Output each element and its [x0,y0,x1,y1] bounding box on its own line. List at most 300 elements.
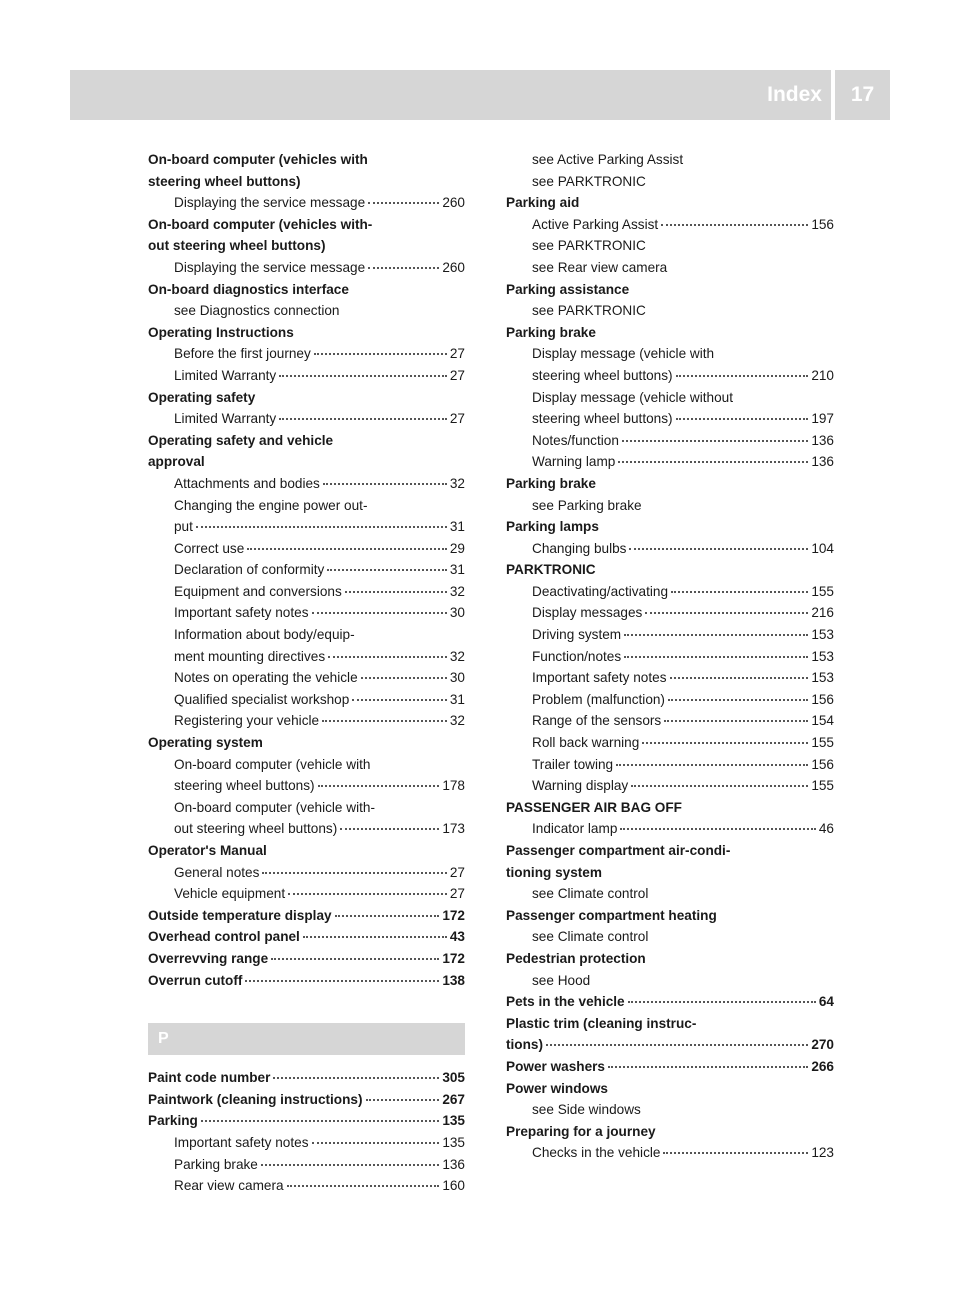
entry-row [532,451,834,473]
entry-text: On-board computer (vehicle with- [174,799,375,815]
entry-text: Declaration of conformity [174,562,325,578]
dot-leader [279,375,447,377]
index-subentry [148,343,465,365]
entry-text: PARKTRONIC [506,562,596,578]
entry-text: see Climate control [532,929,649,945]
index-entry [506,516,834,538]
entry-row [148,1110,465,1132]
entry-page: 270 [811,1037,834,1053]
dot-leader [618,461,808,463]
entry-text: Trailer towing [532,756,614,772]
dot-leader [247,548,447,550]
entry-page: 32 [449,583,465,599]
dot-leader [368,267,439,269]
dot-leader [668,699,808,701]
entry-page: 43 [449,929,465,945]
index-subentry [506,710,834,732]
index-subentry [148,257,465,279]
entry-row [506,991,834,1013]
entry-row [506,1034,834,1056]
entry-text: Parking brake [174,1156,258,1172]
entry-text: Operator's Manual [148,843,267,858]
entry-row [532,775,834,797]
index-subentry [148,754,465,797]
index-entry [506,797,834,819]
dot-leader [303,936,447,938]
entry-page: 155 [811,735,834,751]
entry-row [174,257,465,279]
entry-text: Information about body/equip- [174,627,355,643]
index-column-right [506,149,834,1164]
index-entry [506,991,834,1013]
entry-row [174,883,465,905]
entry-text: Overrun cutoff [148,972,243,988]
dot-leader [620,828,815,830]
entry-text: Display message (vehicle without [532,389,733,405]
entry-text: Deactivating/activating [532,583,669,599]
index-subentry [148,1154,465,1176]
entry-row [532,1142,834,1164]
entry-text: PASSENGER AIR BAG OFF [506,799,682,815]
dot-leader [262,872,446,874]
entry-text: Changing bulbs [532,540,627,556]
index-subentry [506,602,834,624]
entry-row [532,646,834,668]
dot-leader [631,785,808,787]
dot-leader [366,1099,440,1101]
entry-row [174,365,465,387]
entry-row [148,905,465,927]
entry-text: Registering your vehicle [174,713,320,729]
dot-leader [616,764,808,766]
dot-leader [318,785,440,787]
dot-leader [312,1142,440,1144]
entry-text: see Hood [532,972,591,988]
index-entry [506,1121,834,1143]
entry-text: Vehicle equipment [174,886,286,902]
entries-o [148,149,465,991]
entry-page: 153 [811,670,834,686]
index-entry [506,279,834,301]
entry-row [532,365,834,387]
index-subentry [506,581,834,603]
entry-text: Operating system [148,735,263,751]
entry-text: Operating safety [148,389,256,405]
index-entry [148,970,465,992]
index-subentry [506,970,834,992]
entry-text: Power washers [506,1058,605,1074]
index-subentry [148,689,465,711]
entry-text: see Parking brake [532,497,642,513]
index-subentry [148,710,465,732]
entry-text: steering wheel buttons) [174,778,315,794]
entry-row [174,775,465,797]
entry-page: 27 [449,886,465,902]
dot-leader [629,548,808,550]
dot-leader [676,375,809,377]
entry-page: 136 [442,1156,465,1172]
dot-leader [642,742,808,744]
entry-page: 31 [449,519,465,535]
entry-text: Paint code number [148,1070,271,1086]
index-subentry [506,387,834,430]
entry-row [174,1154,465,1176]
entry-row [174,602,465,624]
entry-text: Parking lamps [506,519,599,535]
dot-leader [273,1077,439,1079]
entry-row [174,473,465,495]
index-entry [148,279,465,301]
index-subentry [148,1175,465,1197]
entry-page: 136 [811,454,834,470]
entry-page: 32 [449,648,465,664]
dot-leader [368,202,439,204]
entry-row [148,1067,465,1089]
entry-text: Notes on operating the vehicle [174,670,358,686]
entry-row [532,430,834,452]
index-subentry [506,343,834,386]
entry-text: Parking brake [506,475,596,491]
entry-page: 153 [811,648,834,664]
entries-p [148,1067,465,1197]
index-column-left [148,149,465,1197]
entry-text: out steering wheel buttons) [148,238,326,254]
entry-row [532,689,834,711]
entry-row [174,408,465,430]
index-subentry [506,624,834,646]
entry-text: Preparing for a journey [506,1123,656,1139]
entry-row [148,970,465,992]
index-subentry [148,365,465,387]
entry-text: steering wheel buttons) [532,367,673,383]
entry-row [174,559,465,581]
index-subentry [506,235,834,257]
dot-leader [671,591,808,593]
entry-text: Outside temperature display [148,907,332,923]
entry-page: 138 [442,972,465,988]
letter-heading: P [148,1023,465,1055]
dot-leader [670,677,809,679]
entry-row [174,646,465,668]
index-subentry [506,171,834,193]
index-subentry [506,451,834,473]
entry-text: Range of the sensors [532,713,662,729]
dot-leader [328,656,447,658]
dot-leader [322,720,447,722]
index-entry [506,473,834,495]
dot-leader [312,612,447,614]
entry-text: Important safety notes [174,1134,309,1150]
index-entry [148,840,465,862]
index-entry [148,322,465,344]
index-entry [148,732,465,754]
entry-row [532,667,834,689]
index-subentry [506,926,834,948]
index-entry [506,1013,834,1056]
entry-page: 30 [449,670,465,686]
entry-text: Function/notes [532,648,622,664]
entry-page: 155 [811,778,834,794]
index-entry [506,905,834,927]
entry-text: Pedestrian protection [506,950,646,966]
entry-text: Passenger compartment air-condi- [506,843,731,858]
entry-text: tions) [506,1037,543,1053]
entry-text: Correct use [174,540,245,556]
dot-leader [352,699,447,701]
entry-page: 156 [811,756,834,772]
entry-row [148,926,465,948]
entry-row [174,818,465,840]
index-subentry [148,538,465,560]
entry-page: 27 [449,346,465,362]
dot-leader [245,980,439,982]
entry-text: Limited Warranty [174,411,277,427]
entry-page: 156 [811,216,834,232]
index-entry [148,926,465,948]
entry-text: Displaying the service message [174,259,366,275]
index-entry [506,1056,834,1078]
entry-row [532,581,834,603]
index-subentry [148,581,465,603]
entry-text: Before the first journey [174,346,311,362]
entry-page: 197 [811,411,834,427]
dot-leader [361,677,447,679]
entry-page: 27 [449,411,465,427]
entry-row [532,624,834,646]
entry-page: 27 [449,367,465,383]
dot-leader [340,828,439,830]
entry-text: Overhead control panel [148,929,300,945]
index-entry [506,559,834,581]
entry-page: 172 [442,950,465,966]
entry-row [532,754,834,776]
entry-row [532,602,834,624]
entry-text: Operating safety and vehicle [148,432,334,448]
entry-page: 136 [811,432,834,448]
dot-leader [279,418,447,420]
entry-text: Limited Warranty [174,367,277,383]
entries-p-continued [506,149,834,1164]
entry-page: 31 [449,562,465,578]
entry-page: 29 [449,540,465,556]
entry-text: ment mounting directives [174,648,326,664]
entry-text: Plastic trim (cleaning instruc- [506,1015,697,1031]
index-subentry [506,149,834,171]
entry-row [532,818,834,840]
entry-text: Power windows [506,1080,608,1096]
index-subentry [148,1132,465,1154]
entry-text: On-board diagnostics interface [148,281,349,297]
entry-row [532,710,834,732]
index-subentry [506,257,834,279]
entry-page: 155 [811,583,834,599]
entry-text: Warning lamp [532,454,616,470]
entry-row [174,581,465,603]
entry-text: Attachments and bodies [174,475,320,491]
entry-text: Displaying the service message [174,195,366,211]
index-subentry [506,646,834,668]
index-subentry [506,1142,834,1164]
entry-page: 172 [442,907,465,923]
dot-leader [624,634,808,636]
entry-row [174,1175,465,1197]
entry-text: Indicator lamp [532,821,618,837]
entry-page: 64 [818,994,834,1010]
entry-page: 135 [442,1113,465,1129]
entry-text: Important safety notes [174,605,309,621]
index-subentry [148,602,465,624]
entry-page: 260 [442,259,465,275]
dot-leader [608,1066,808,1068]
entry-text: Display message (vehicle with [532,346,715,362]
entry-text: Parking assistance [506,281,630,297]
entry-row [174,192,465,214]
entry-text: see Diagnostics connection [174,303,340,319]
entry-text: Important safety notes [532,670,667,686]
dot-leader [663,1152,808,1154]
dot-leader [622,440,808,442]
index-subentry [148,300,465,322]
index-entry [506,1078,834,1100]
index-subentry [506,689,834,711]
dot-leader [645,612,808,614]
index-entry [148,430,465,473]
entry-text: Active Parking Assist [532,216,659,232]
entry-text: Equipment and conversions [174,583,342,599]
dot-leader [664,720,808,722]
entry-page: 178 [442,778,465,794]
dot-leader [287,1185,440,1187]
entry-row [506,1056,834,1078]
entry-row [148,1089,465,1111]
index-entry [506,322,834,344]
entry-text: Parking [148,1113,198,1129]
entry-text: see Active Parking Assist [532,152,684,167]
entry-row [174,689,465,711]
entry-page: 160 [442,1178,465,1194]
entry-text: see Rear view camera [532,259,668,275]
index-subentry [148,667,465,689]
entry-page: 210 [811,367,834,383]
entry-text: Operating Instructions [148,324,294,340]
entry-row [174,667,465,689]
entry-text: see PARKTRONIC [532,303,646,319]
entry-text: put [174,519,193,535]
dot-leader [323,483,447,485]
entry-page: 104 [811,540,834,556]
entry-text: approval [148,454,205,470]
entry-row [532,732,834,754]
entry-page: 27 [449,864,465,880]
index-entry [506,948,834,970]
index-entry [148,1089,465,1111]
index-subentry [506,538,834,560]
index-entry [148,905,465,927]
index-entry [148,948,465,970]
entry-text: tioning system [506,864,602,880]
dot-leader [676,418,809,420]
section-title: Index [767,83,822,106]
entry-text: On-board computer (vehicles with [148,152,368,167]
entry-text: Display messages [532,605,643,621]
entry-page: 156 [811,691,834,707]
entry-row [174,1132,465,1154]
dot-leader [196,526,447,528]
dot-leader [327,569,447,571]
index-subentry [148,624,465,667]
index-subentry [148,797,465,840]
index-entry [148,149,465,192]
index-subentry [506,775,834,797]
entry-text: General notes [174,864,260,880]
index-subentry [148,495,465,538]
index-subentry [506,883,834,905]
entry-row [174,343,465,365]
entry-page: 32 [449,475,465,491]
index-subentry [148,862,465,884]
entry-page: 154 [811,713,834,729]
entry-page: 266 [811,1058,834,1074]
entry-text: Driving system [532,627,622,643]
entry-text: Checks in the vehicle [532,1145,661,1161]
index-subentry [148,883,465,905]
entry-page: 305 [442,1070,465,1086]
index-entry [148,1110,465,1132]
entry-row [532,538,834,560]
entry-row [174,516,465,538]
entry-page: 173 [442,821,465,837]
index-entry [506,840,834,883]
index-entry [506,192,834,214]
entry-text: out steering wheel buttons) [174,821,338,837]
dot-leader [335,915,440,917]
entry-text: Paintwork (cleaning instructions) [148,1091,363,1107]
entry-text: steering wheel buttons) [532,411,673,427]
entry-text: Passenger compartment heating [506,907,717,923]
index-entry [148,214,465,257]
entry-text: Warning display [532,778,629,794]
index-subentry [148,408,465,430]
index-subentry [506,214,834,236]
entry-row [174,710,465,732]
entry-text: Qualified specialist workshop [174,691,350,707]
entry-page: 216 [811,605,834,621]
entry-page: 123 [811,1145,834,1161]
dot-leader [628,1001,816,1003]
entry-page: 135 [442,1134,465,1150]
entry-row [174,538,465,560]
entry-text: Parking brake [506,324,596,340]
entry-row [532,408,834,430]
entry-text: see Climate control [532,886,649,902]
entry-page: 31 [449,691,465,707]
entry-text: see PARKTRONIC [532,238,646,254]
index-subentry [506,495,834,517]
entry-row [148,948,465,970]
entry-page: 30 [449,605,465,621]
index-subentry [148,559,465,581]
index-subentry [148,192,465,214]
entry-text: On-board computer (vehicle with [174,756,371,772]
entry-text: Overrevving range [148,950,269,966]
index-subentry [506,754,834,776]
entry-row [532,214,834,236]
index-entry [148,387,465,409]
index-subentry [506,430,834,452]
entry-text: Problem (malfunction) [532,691,665,707]
dot-leader [261,1164,439,1166]
entry-text: steering wheel buttons) [148,173,301,189]
